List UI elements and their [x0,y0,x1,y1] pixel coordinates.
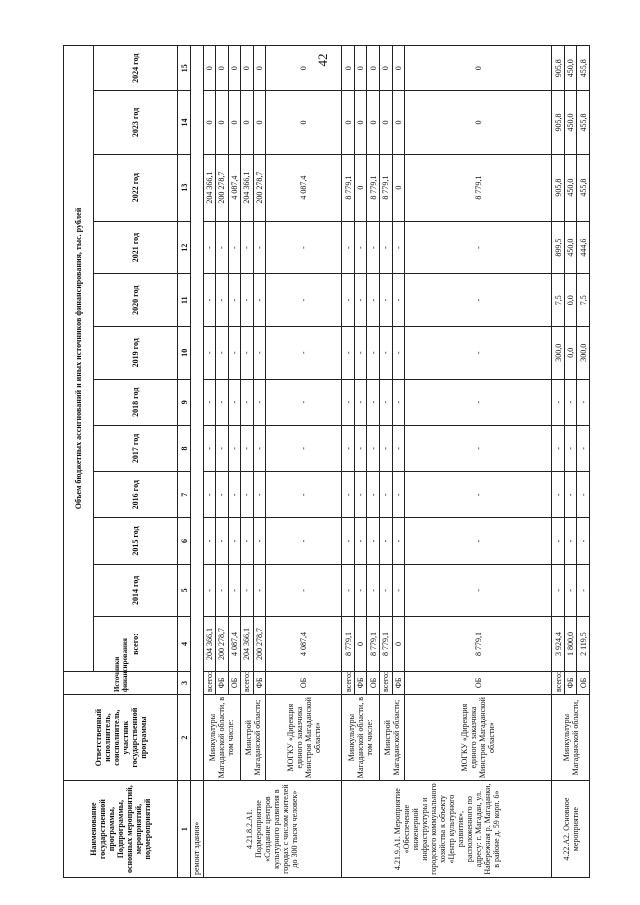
value-cell: 450,0 [564,91,577,154]
header-year: 2024 год [94,46,178,91]
value-cell: 204 366,1 [241,154,254,221]
value-cell: 0 [241,46,254,91]
value-cell: - [253,326,266,379]
value-cell: - [266,274,342,327]
value-cell: - [367,518,380,564]
col-number: 15 [178,46,191,91]
col-number: 11 [178,274,191,327]
value-cell: - [228,564,241,617]
value-cell: - [564,472,577,518]
value-cell: - [367,379,380,425]
col-number: 1 [178,781,191,878]
row-responsible: МОГКУ «Дирекция единого заказчика Минстроя Магаданской области» [405,695,552,781]
header-volume: Объем бюджетных ассигнований и иных источников финансирования, тыс. рублей [64,46,94,672]
source-cell: всего: [552,671,565,694]
value-cell: 450,0 [564,154,577,221]
value-cell: - [216,564,229,617]
row-responsible: МОГКУ «Дирекция единого заказчика Минстроя Магаданской области» [266,695,342,781]
value-cell: 0 [216,46,229,91]
value-cell: 0 [392,617,405,672]
header-year: 2023 год [94,91,178,154]
header-total: всего: [94,617,178,672]
value-cell: - [354,326,367,379]
source-cell: ОБ [405,671,552,694]
value-cell: - [577,564,590,617]
value-cell: 0 [380,91,393,154]
value-cell: - [228,274,241,327]
value-cell: - [405,379,552,425]
value-cell: - [228,518,241,564]
value-cell: - [216,379,229,425]
value-cell: 8 779,1 [342,154,355,221]
value-cell: - [342,518,355,564]
rotated-table-container [63,45,590,878]
value-cell: - [380,326,393,379]
row-responsible: Минстрой Магаданской области; [241,695,266,781]
header-year: 2019 год [94,326,178,379]
value-cell: - [216,518,229,564]
value-cell: 300,0 [552,326,565,379]
value-cell: 0 [354,154,367,221]
col-number: 4 [178,617,191,672]
col-number: 3 [178,671,191,694]
value-cell: 0 [216,91,229,154]
value-cell: - [241,326,254,379]
value-cell: 200 278,7 [216,154,229,221]
col-number: 13 [178,154,191,221]
value-cell: - [203,564,216,617]
value-cell: - [241,564,254,617]
value-cell: 455,8 [577,91,590,154]
value-cell: - [367,564,380,617]
col-number: 14 [178,91,191,154]
value-cell: 0 [392,46,405,91]
value-cell: 0 [203,46,216,91]
value-cell: - [392,564,405,617]
value-cell: 200 278,7 [253,617,266,672]
header-source: Источники финансирования [64,671,178,694]
value-cell: 0 [228,46,241,91]
value-cell: - [253,472,266,518]
value-cell: - [552,472,565,518]
value-cell: - [354,221,367,274]
value-cell: - [241,518,254,564]
value-cell: 4 087,4 [228,617,241,672]
source-cell: ОБ [577,671,590,694]
value-cell: - [354,518,367,564]
value-cell: - [342,326,355,379]
row-name: ремонт здания» [191,781,204,878]
value-cell: - [266,379,342,425]
value-cell: 0 [266,46,342,91]
value-cell: 4 087,4 [266,154,342,221]
header-year: 2017 год [94,425,178,471]
value-cell: 0 [342,46,355,91]
value-cell: - [266,518,342,564]
value-cell: 450,0 [564,46,577,91]
value-cell: - [380,221,393,274]
value-cell: 4 087,4 [266,617,342,672]
value-cell: - [354,274,367,327]
value-cell: - [266,221,342,274]
source-cell: ФБ [216,671,229,694]
value-cell: 200 278,7 [216,617,229,672]
value-cell: 8 779,1 [405,154,552,221]
value-cell: - [216,221,229,274]
value-cell: 444,6 [577,221,590,274]
col-number: 7 [178,472,191,518]
row-responsible: Минстрой Магаданской области; [380,695,405,781]
value-cell: - [552,379,565,425]
header-name: Наименование государственной программы, Подпрограммы, основных мероприятий, мероприятий, подмероприятий [64,781,178,878]
header-year: 2021 год [94,221,178,274]
row-responsible: Минкультуры Магаданской области, в том числе: [203,695,241,781]
value-cell: 0,0 [564,326,577,379]
value-cell: - [216,472,229,518]
value-cell: - [392,518,405,564]
value-cell: 455,8 [577,154,590,221]
value-cell: 7,5 [577,274,590,327]
value-cell: 0 [253,91,266,154]
funding-table [63,45,590,878]
col-number: 2 [178,695,191,781]
value-cell: 8 779,1 [380,154,393,221]
value-cell: 0 [405,91,552,154]
value-cell: - [342,472,355,518]
value-cell: - [392,472,405,518]
source-cell: ОБ [266,671,342,694]
value-cell: 0 [241,91,254,154]
source-cell: ОБ [228,671,241,694]
value-cell: - [266,472,342,518]
value-cell: - [564,564,577,617]
value-cell: 0 [203,91,216,154]
value-cell: - [405,326,552,379]
value-cell: 204 366,1 [203,154,216,221]
row-responsible: Минкультуры Магаданской области, в том числе: [342,695,380,781]
value-cell: 300,0 [577,326,590,379]
value-cell: - [253,564,266,617]
header-year: 2016 год [94,472,178,518]
value-cell: - [392,221,405,274]
value-cell: 0 [266,91,342,154]
value-cell: - [380,518,393,564]
row-name: 4.21.8.2.А1. Подмероприятие «Создание центров культурного развития в городах с числом жителей до 300 тысяч человек» [203,781,342,878]
value-cell: - [266,425,342,471]
value-cell: - [380,564,393,617]
value-cell: - [253,274,266,327]
value-cell: 7,5 [552,274,565,327]
value-cell: - [228,221,241,274]
source-cell: ОБ [367,671,380,694]
value-cell: 1 800,0 [564,617,577,672]
value-cell: - [203,379,216,425]
value-cell: - [241,274,254,327]
value-cell: 8 779,1 [342,617,355,672]
value-cell: - [392,425,405,471]
value-cell: 0 [405,46,552,91]
header-year: 2014 год [94,564,178,617]
value-cell: 0 [354,617,367,672]
value-cell: - [342,221,355,274]
value-cell: 8 779,1 [380,617,393,672]
value-cell: - [367,221,380,274]
header-year: 2020 год [94,274,178,327]
value-cell: - [342,379,355,425]
value-cell: - [367,472,380,518]
value-cell: - [405,425,552,471]
value-cell: 204 366,1 [203,617,216,672]
value-cell: - [577,425,590,471]
page-number: 42 [315,53,330,67]
header-year: 2015 год [94,518,178,564]
value-cell: - [354,564,367,617]
col-number: 5 [178,564,191,617]
value-cell: - [380,379,393,425]
value-cell: - [405,518,552,564]
value-cell: - [552,564,565,617]
value-cell: - [228,326,241,379]
value-cell: - [380,472,393,518]
header-year: 2018 год [94,379,178,425]
value-cell: 200 278,7 [253,154,266,221]
value-cell: 0 [392,154,405,221]
value-cell: - [203,326,216,379]
empty-cell [191,46,204,781]
value-cell: 0 [253,46,266,91]
value-cell: - [241,425,254,471]
value-cell: - [342,564,355,617]
value-cell: - [577,379,590,425]
value-cell: - [367,425,380,471]
value-cell: - [203,425,216,471]
source-cell: ФБ [253,671,266,694]
value-cell: - [253,518,266,564]
value-cell: 899,5 [552,221,565,274]
value-cell: - [203,472,216,518]
row-name: 4.22.А2. Основное мероприятие [552,781,590,878]
value-cell: - [405,472,552,518]
value-cell: 3 924,4 [552,617,565,672]
value-cell: - [228,425,241,471]
value-cell: - [253,221,266,274]
row-name: 4.21.9.А1. Мероприятие «Обеспечение инженерной инфраструктуры и городского коммунального хозяйства к объекту «Центр культурного развития», расположенного по адресу: г. Магадан, ул. Набережная р. Магаданки, в районе д. 59 корп. 6» [342,781,552,878]
value-cell: - [203,274,216,327]
value-cell: 0 [228,91,241,154]
value-cell: 455,8 [577,46,590,91]
value-cell: - [577,518,590,564]
value-cell: - [564,379,577,425]
value-cell: 0 [380,46,393,91]
col-number: 12 [178,221,191,274]
value-cell: - [228,472,241,518]
value-cell: - [564,518,577,564]
value-cell: - [380,425,393,471]
value-cell: - [203,518,216,564]
source-cell: ФБ [392,671,405,694]
value-cell: - [405,221,552,274]
value-cell: 8 779,1 [367,154,380,221]
source-cell: ФБ [354,671,367,694]
col-number: 8 [178,425,191,471]
value-cell: - [266,326,342,379]
header-year: 2022 год [94,154,178,221]
value-cell: - [241,379,254,425]
value-cell: - [552,518,565,564]
value-cell: 0 [367,46,380,91]
value-cell: - [392,379,405,425]
value-cell: - [405,274,552,327]
value-cell: - [392,274,405,327]
value-cell: - [577,472,590,518]
source-cell: всего: [241,671,254,694]
source-cell: всего: [342,671,355,694]
value-cell: - [266,564,342,617]
value-cell: 2 119,5 [577,617,590,672]
value-cell: - [405,564,552,617]
value-cell: - [354,472,367,518]
value-cell: - [354,425,367,471]
value-cell: 0 [342,91,355,154]
value-cell: 8 779,1 [405,617,552,672]
value-cell: - [367,326,380,379]
value-cell: - [241,472,254,518]
source-cell: всего: [203,671,216,694]
value-cell: 0 [354,46,367,91]
value-cell: 0 [354,91,367,154]
row-responsible: Минкультуры Магаданской области, [552,695,590,781]
header-responsible: Ответственный исполнитель, соисполнитель, участник государственной программы [64,695,178,781]
col-number: 6 [178,518,191,564]
value-cell: 4 087,4 [228,154,241,221]
value-cell: - [354,379,367,425]
col-number: 9 [178,379,191,425]
value-cell: 905,8 [552,91,565,154]
value-cell: - [216,274,229,327]
value-cell: - [367,274,380,327]
value-cell: - [228,379,241,425]
source-cell: ФБ [564,671,577,694]
value-cell: - [380,274,393,327]
value-cell: - [342,274,355,327]
value-cell: 8 779,1 [367,617,380,672]
value-cell: 905,8 [552,154,565,221]
value-cell: 905,8 [552,46,565,91]
value-cell: - [253,379,266,425]
value-cell: 204 366,1 [241,617,254,672]
value-cell: - [564,425,577,471]
value-cell: - [241,221,254,274]
value-cell: - [392,326,405,379]
value-cell: 0 [367,91,380,154]
value-cell: - [253,425,266,471]
value-cell: 450,0 [564,221,577,274]
value-cell: - [342,425,355,471]
value-cell: 0,0 [564,274,577,327]
value-cell: 0 [392,91,405,154]
value-cell: - [216,425,229,471]
col-number: 10 [178,326,191,379]
value-cell: - [552,425,565,471]
source-cell: всего: [380,671,393,694]
value-cell: - [203,221,216,274]
value-cell: - [216,326,229,379]
